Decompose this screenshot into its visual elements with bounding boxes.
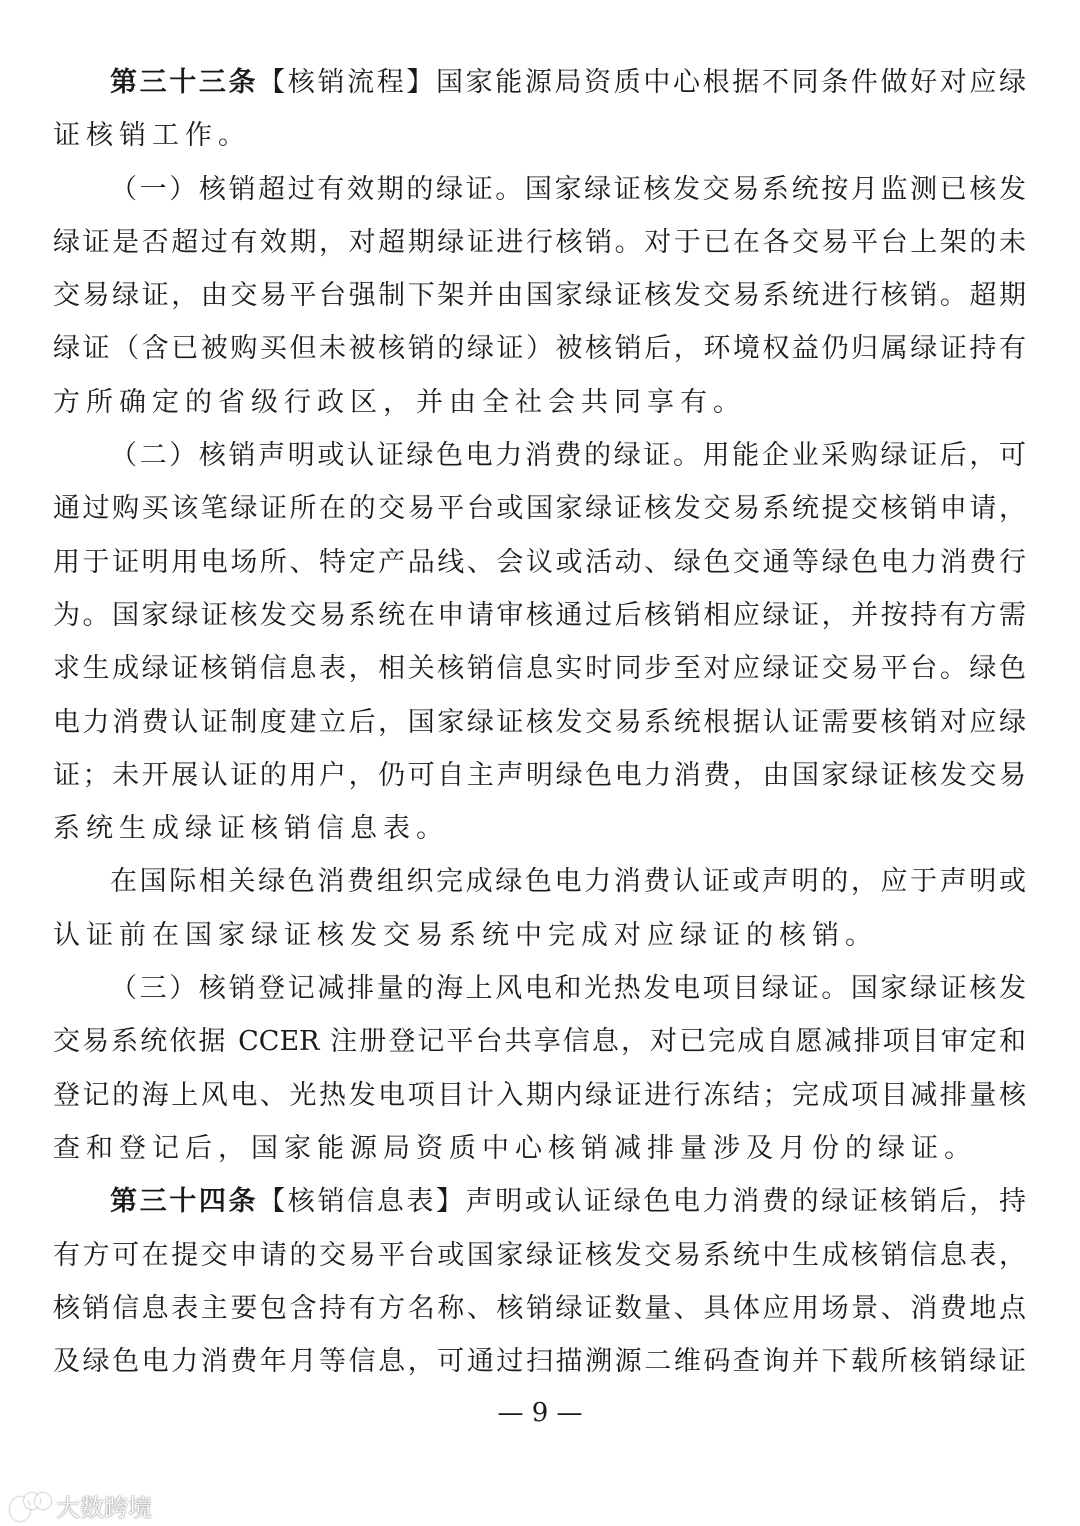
text-line [53,855,1026,908]
text-line [53,216,1026,269]
line-text: （三）核销登记减排量的海上风电和光热发电项目绿证。国家绿证核发 [110,973,1026,1005]
text-line [53,322,1026,375]
text-line [53,589,1026,642]
line-text: 认证前在国家绿证核发交易系统中完成对应绿证的核销。 [53,919,878,951]
text-line [53,909,1026,962]
paragraph [53,962,1026,1175]
line-text: 在国际相关绿色消费组织完成绿色电力消费认证或声明的，应于声明或 [110,866,1026,898]
text-line [53,429,1026,482]
page-number: — 9 — [497,1398,583,1428]
line-text: 通过购买该笔绿证所在的交易平台或国家绿证核发交易系统提交核销申请， [53,493,1026,525]
document-body [53,56,1026,1388]
line-text: （一）核销超过有效期的绿证。国家绿证核发交易系统按月监测已核发 [110,173,1026,205]
text-line [53,749,1026,802]
text-line [53,482,1026,535]
text-line [53,269,1026,322]
line-text: 用于证明用电场所、特定产品线、会议或活动、绿色交通等绿色电力消费行 [53,546,1026,578]
text-line [53,1282,1026,1335]
watermark-text: 大数跨境 [56,1494,152,1522]
line-text: 核销信息表主要包含持有方名称、核销绿证数量、具体应用场景、消费地点 [53,1292,1026,1324]
text-line [53,1069,1026,1122]
paragraph [53,163,1026,429]
line-text: 交易绿证，由交易平台强制下架并由国家绿证核发交易系统进行核销。超期 [53,280,1026,312]
line-text: 【核销流程】国家能源局资质中心根据不同条件做好对应绿 [258,67,1027,98]
text-line [53,1015,1026,1068]
line-text: 绿证是否超过有效期，对超期绿证进行核销。对于已在各交易平台上架的未 [53,226,1026,258]
text-line [53,163,1026,216]
text-line [53,1122,1026,1175]
line-text: 电力消费认证制度建立后，国家绿证核发交易系统根据认证需要核销对应绿 [53,706,1026,738]
line-text: 交易系统依据 CCER 注册登记平台共享信息，对已完成自愿减排项目审定和 [53,1026,1026,1058]
article-number: 第三十四条 [110,1186,259,1218]
line-text: 查和登记后，国家能源局资质中心核销减排量涉及月份的绿证。 [53,1132,977,1164]
text-line [53,1335,1026,1388]
text-line [53,696,1026,749]
line-text: 证核销工作。 [53,120,251,152]
article-number: 第三十三条 [110,67,259,98]
text-line [53,642,1026,695]
watermark-logo-icon [10,1493,50,1519]
line-text: （二）核销声明或认证绿色电力消费的绿证。用能企业采购绿证后，可 [110,440,1026,472]
line-text: 证；未开展认证的用户，仍可自主声明绿色电力消费，由国家绿证核发交易 [53,759,1026,791]
line-text: 及绿色电力消费年月等信息，可通过扫描溯源二维码查询并下载所核销绿证 [53,1346,1026,1378]
article-paragraph [53,56,1026,163]
text-line [53,536,1026,589]
line-text: 为。国家绿证核发交易系统在申请审核通过后核销相应绿证，并按持有方需 [53,599,1026,631]
line-text: 方所确定的省级行政区，并由全社会共同享有。 [53,386,746,418]
line-text: 系统生成绿证核销信息表。 [53,813,449,845]
line-text: 绿证（含已被购买但未被核销的绿证）被核销后，环境权益仍归属绿证持有 [53,333,1026,365]
text-line [53,109,1026,162]
text-line [53,1229,1026,1282]
text-line [53,802,1026,855]
line-text: 有方可在提交申请的交易平台或国家绿证核发交易系统中生成核销信息表， [53,1239,1026,1271]
watermark [10,1488,152,1523]
text-line [53,1175,1026,1228]
paragraph [53,855,1026,962]
paragraph [53,429,1026,855]
line-text: 登记的海上风电、光热发电项目计入期内绿证进行冻结；完成项目减排量核 [53,1079,1026,1111]
article-paragraph [53,1175,1026,1388]
text-line [53,962,1026,1015]
text-line [53,56,1026,109]
text-line [53,376,1026,429]
line-text: 求生成绿证核销信息表，相关核销信息实时同步至对应绿证交易平台。绿色 [53,653,1026,685]
line-text: 【核销信息表】声明或认证绿色电力消费的绿证核销后，持 [258,1186,1027,1218]
